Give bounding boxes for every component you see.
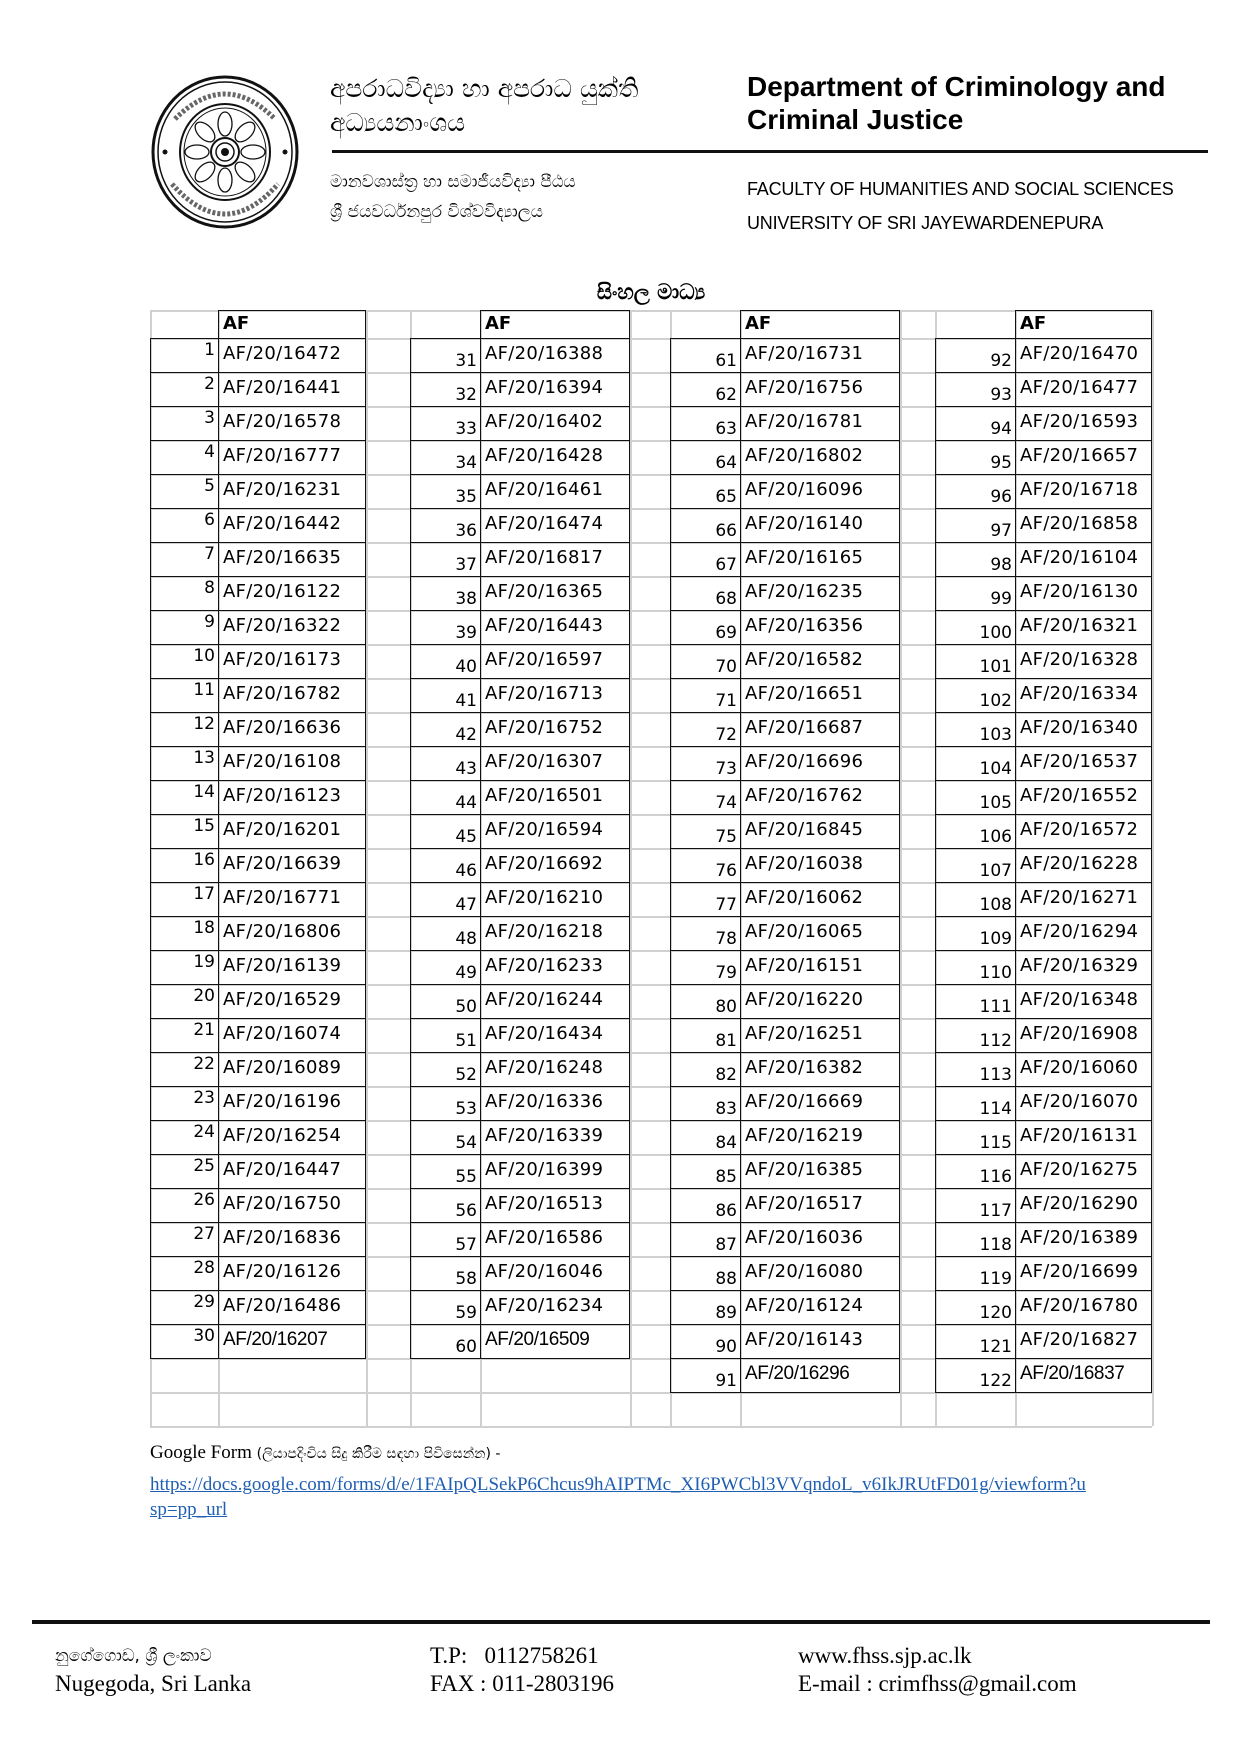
registration-id: AF/20/16572 (1020, 819, 1139, 840)
registration-id: AF/20/16123 (223, 785, 342, 806)
row-number: 26 (193, 1190, 215, 1210)
registration-id: AF/20/16593 (1020, 411, 1139, 432)
row-number: 52 (455, 1065, 477, 1085)
row-number: 40 (455, 657, 477, 677)
row-number: 68 (715, 589, 737, 609)
row-number: 62 (715, 385, 737, 405)
registration-id: AF/20/16143 (745, 1329, 864, 1350)
row-number: 84 (715, 1133, 737, 1153)
row-number: 69 (715, 623, 737, 643)
row-number: 49 (455, 963, 477, 983)
registration-id: AF/20/16636 (223, 717, 342, 738)
registration-id: AF/20/16402 (485, 411, 604, 432)
registration-id: AF/20/16388 (485, 343, 604, 364)
column-header: AF (1020, 313, 1047, 334)
row-number: 7 (204, 544, 215, 564)
row-number: 86 (715, 1201, 737, 1221)
footer-phone: T.P: 0112758261 (430, 1643, 599, 1668)
row-number: 15 (193, 816, 215, 836)
registration-id: AF/20/16104 (1020, 547, 1139, 568)
registration-id: AF/20/16434 (485, 1023, 604, 1044)
registration-id: AF/20/16472 (223, 343, 342, 364)
row-number: 4 (204, 442, 215, 462)
registration-id: AF/20/16399 (485, 1159, 604, 1180)
registration-id: AF/20/16529 (223, 989, 342, 1010)
column-header: AF (223, 313, 250, 334)
row-number: 66 (715, 521, 737, 541)
registration-id: AF/20/16231 (223, 479, 342, 500)
registration-id: AF/20/16307 (485, 751, 604, 772)
column-header: AF (485, 313, 512, 334)
row-number: 101 (979, 657, 1012, 677)
registration-id: AF/20/16089 (223, 1057, 342, 1078)
row-number: 90 (715, 1337, 737, 1357)
registration-id: AF/20/16513 (485, 1193, 604, 1214)
registration-id: AF/20/16070 (1020, 1091, 1139, 1112)
row-number: 95 (990, 453, 1012, 473)
registration-id: AF/20/16780 (1020, 1295, 1139, 1316)
registration-id: AF/20/16750 (223, 1193, 342, 1214)
row-number: 110 (979, 963, 1012, 983)
registration-id: AF/20/16781 (745, 411, 864, 432)
row-number: 34 (455, 453, 477, 473)
footer-fax: FAX : 011-2803196 (430, 1671, 614, 1696)
row-number: 45 (455, 827, 477, 847)
english-title-line-1: Department of Criminology and (747, 71, 1166, 102)
registration-id: AF/20/16582 (745, 649, 864, 670)
row-number: 117 (979, 1201, 1012, 1221)
row-number: 56 (455, 1201, 477, 1221)
registration-id: AF/20/16365 (485, 581, 604, 602)
registration-id: AF/20/16594 (485, 819, 604, 840)
english-faculty-block (747, 172, 1174, 240)
registration-id: AF/20/16699 (1020, 1261, 1139, 1282)
registration-id: AF/20/16271 (1020, 887, 1139, 908)
row-number: 28 (193, 1258, 215, 1278)
row-number: 58 (455, 1269, 477, 1289)
row-number: 98 (990, 555, 1012, 575)
registration-id: AF/20/16130 (1020, 581, 1139, 602)
row-number: 53 (455, 1099, 477, 1119)
registration-id: AF/20/16126 (223, 1261, 342, 1282)
registration-id: AF/20/16096 (745, 479, 864, 500)
row-number: 1 (204, 340, 215, 360)
registration-id: AF/20/16348 (1020, 989, 1139, 1010)
row-number: 74 (715, 793, 737, 813)
sheet-gridline (150, 1426, 1152, 1428)
row-number: 96 (990, 487, 1012, 507)
registration-id: AF/20/16470 (1020, 343, 1139, 364)
registration-id: AF/20/16669 (745, 1091, 864, 1112)
registration-id: AF/20/16428 (485, 445, 604, 466)
registration-id: AF/20/16802 (745, 445, 864, 466)
registration-id: AF/20/16321 (1020, 615, 1139, 636)
row-number: 10 (193, 646, 215, 666)
sinhala-university: ශ්‍රී ජයවර්ධනපුර විශ්වවිද්‍යාලය (330, 202, 543, 222)
row-number: 61 (715, 351, 737, 371)
registration-id: AF/20/16036 (745, 1227, 864, 1248)
registration-id: AF/20/16731 (745, 343, 864, 364)
registration-id: AF/20/16234 (485, 1295, 604, 1316)
registration-id: AF/20/16509 (485, 1329, 590, 1350)
row-number: 25 (193, 1156, 215, 1176)
row-number: 103 (979, 725, 1012, 745)
registration-id: AF/20/16290 (1020, 1193, 1139, 1214)
registration-id: AF/20/16296 (745, 1363, 850, 1384)
registration-id: AF/20/16340 (1020, 717, 1139, 738)
row-number: 113 (979, 1065, 1012, 1085)
row-number: 100 (979, 623, 1012, 643)
registration-id: AF/20/16140 (745, 513, 864, 534)
row-number: 38 (455, 589, 477, 609)
footer-address (55, 1642, 251, 1698)
registration-id: AF/20/16692 (485, 853, 604, 874)
row-number: 116 (979, 1167, 1012, 1187)
registration-id: AF/20/16124 (745, 1295, 864, 1316)
registration-id: AF/20/16235 (745, 581, 864, 602)
registration-id: AF/20/16108 (223, 751, 342, 772)
row-number: 22 (193, 1054, 215, 1074)
registration-id: AF/20/16762 (745, 785, 864, 806)
registration-id: AF/20/16474 (485, 513, 604, 534)
row-number: 33 (455, 419, 477, 439)
registration-id: AF/20/16713 (485, 683, 604, 704)
row-number: 120 (979, 1303, 1012, 1323)
row-number: 67 (715, 555, 737, 575)
row-number: 31 (455, 351, 477, 371)
registration-id: AF/20/16173 (223, 649, 342, 670)
row-number: 19 (193, 952, 215, 972)
row-number: 99 (990, 589, 1012, 609)
sheet-gridline (900, 310, 902, 1426)
registration-id: AF/20/16858 (1020, 513, 1139, 534)
row-number: 105 (979, 793, 1012, 813)
google-form-label-text: Google Form (150, 1442, 252, 1463)
row-number: 27 (193, 1224, 215, 1244)
row-number: 114 (979, 1099, 1012, 1119)
registration-id: AF/20/16233 (485, 955, 604, 976)
registration-id: AF/20/16065 (745, 921, 864, 942)
registration-id: AF/20/16756 (745, 377, 864, 398)
registration-id: AF/20/16782 (223, 683, 342, 704)
row-number: 104 (979, 759, 1012, 779)
row-number: 60 (455, 1337, 477, 1357)
sinhala-faculty-block (330, 167, 576, 227)
row-number: 89 (715, 1303, 737, 1323)
row-number: 97 (990, 521, 1012, 541)
row-number: 107 (979, 861, 1012, 881)
row-number: 14 (193, 782, 215, 802)
footer-website[interactable]: www.fhss.sjp.ac.lk (798, 1643, 972, 1668)
registration-id: AF/20/16771 (223, 887, 342, 908)
registration-id: AF/20/16389 (1020, 1227, 1139, 1248)
english-faculty: FACULTY OF HUMANITIES AND SOCIAL SCIENCES (747, 179, 1174, 199)
google-form-link[interactable]: https://docs.google.com/forms/d/e/1FAIpQLSekP6Chcus9hAIPTMc_XI6PWCbl3VVqndoL_v6IkJRUtFD01g/viewform?usp=pp_url (150, 1474, 1086, 1520)
registration-id: AF/20/16294 (1020, 921, 1139, 942)
registration-id: AF/20/16207 (223, 1329, 328, 1350)
registration-id: AF/20/16329 (1020, 955, 1139, 976)
registration-id: AF/20/16122 (223, 581, 342, 602)
row-number: 20 (193, 986, 215, 1006)
row-number: 43 (455, 759, 477, 779)
row-number: 11 (193, 680, 215, 700)
registration-id: AF/20/16447 (223, 1159, 342, 1180)
sheet-gridline (630, 310, 632, 1426)
registration-id: AF/20/16328 (1020, 649, 1139, 670)
registration-id: AF/20/16219 (745, 1125, 864, 1146)
row-number: 109 (979, 929, 1012, 949)
row-number: 30 (193, 1326, 215, 1346)
header-divider (332, 150, 1208, 153)
row-number: 71 (715, 691, 737, 711)
row-number: 44 (455, 793, 477, 813)
registration-id: AF/20/16251 (745, 1023, 864, 1044)
row-number: 8 (204, 578, 215, 598)
english-university: UNIVERSITY OF SRI JAYEWARDENEPURA (747, 213, 1104, 233)
row-number: 64 (715, 453, 737, 473)
row-number: 108 (979, 895, 1012, 915)
registration-id: AF/20/16837 (1020, 1363, 1125, 1384)
registration-id: AF/20/16201 (223, 819, 342, 840)
footer-address-english: Nugegoda, Sri Lanka (55, 1671, 252, 1696)
registration-id: AF/20/16908 (1020, 1023, 1139, 1044)
registration-id: AF/20/16578 (223, 411, 342, 432)
registration-id: AF/20/16074 (223, 1023, 342, 1044)
registration-id: AF/20/16537 (1020, 751, 1139, 772)
university-logo-seal (150, 74, 300, 230)
registration-id: AF/20/16442 (223, 513, 342, 534)
row-number: 42 (455, 725, 477, 745)
row-number: 79 (715, 963, 737, 983)
row-number: 80 (715, 997, 737, 1017)
row-number: 122 (979, 1371, 1012, 1391)
row-number: 37 (455, 555, 477, 575)
row-number: 59 (455, 1303, 477, 1323)
sinhala-department-title (330, 72, 638, 140)
row-number: 106 (979, 827, 1012, 847)
registration-id: AF/20/16752 (485, 717, 604, 738)
row-number: 32 (455, 385, 477, 405)
row-number: 65 (715, 487, 737, 507)
registration-id: AF/20/16218 (485, 921, 604, 942)
registration-id: AF/20/16220 (745, 989, 864, 1010)
google-form-label-sinhala: (ලියාපදිංචිය සිදු කිරීම සඳහා පිවිසෙන්න) - (256, 1446, 501, 1462)
sinhala-faculty: මානවශාස්ත්‍ර හා සමාජීයවිද්‍යා පීඨය (330, 172, 576, 192)
registration-id: AF/20/16151 (745, 955, 864, 976)
row-number: 91 (715, 1371, 737, 1391)
registration-id: AF/20/16339 (485, 1125, 604, 1146)
registration-id: AF/20/16248 (485, 1057, 604, 1078)
row-number: 46 (455, 861, 477, 881)
registration-id: AF/20/16651 (745, 683, 864, 704)
row-number: 12 (193, 714, 215, 734)
registration-id: AF/20/16080 (745, 1261, 864, 1282)
registration-id: AF/20/16210 (485, 887, 604, 908)
row-number: 81 (715, 1031, 737, 1051)
english-title-line-2: Criminal Justice (747, 104, 964, 135)
medium-title: සිංහල මාධ්‍ය (596, 280, 706, 304)
row-number: 119 (979, 1269, 1012, 1289)
footer-contact-numbers (430, 1642, 614, 1698)
google-form-label (150, 1440, 500, 1467)
row-number: 118 (979, 1235, 1012, 1255)
footer-email[interactable]: E-mail : crimfhss@gmail.com (798, 1671, 1077, 1696)
column-header: AF (745, 313, 772, 334)
row-number: 72 (715, 725, 737, 745)
row-number: 2 (204, 374, 215, 394)
row-number: 41 (455, 691, 477, 711)
registration-id: AF/20/16334 (1020, 683, 1139, 704)
registration-id: AF/20/16806 (223, 921, 342, 942)
sinhala-title-line-1: අපරාධවිද්‍යා හා අපරාධ යුක්ති (330, 74, 639, 103)
row-number: 115 (979, 1133, 1012, 1153)
row-number: 94 (990, 419, 1012, 439)
row-number: 36 (455, 521, 477, 541)
row-number: 57 (455, 1235, 477, 1255)
registration-id: AF/20/16062 (745, 887, 864, 908)
row-number: 24 (193, 1122, 215, 1142)
row-number: 73 (715, 759, 737, 779)
registration-id: AF/20/16461 (485, 479, 604, 500)
sinhala-title-line-2: අධ්‍යයනාංශය (330, 108, 466, 137)
row-number: 16 (193, 850, 215, 870)
sheet-gridline (1152, 310, 1154, 1426)
row-number: 111 (979, 997, 1012, 1017)
row-number: 70 (715, 657, 737, 677)
row-number: 9 (204, 612, 215, 632)
row-number: 83 (715, 1099, 737, 1119)
row-number: 6 (204, 510, 215, 530)
row-number: 48 (455, 929, 477, 949)
registration-id: AF/20/16845 (745, 819, 864, 840)
registration-id: AF/20/16356 (745, 615, 864, 636)
registration-id: AF/20/16385 (745, 1159, 864, 1180)
footer-address-sinhala: නුගේගොඩ, ශ්‍රී ලංකාව (55, 1646, 212, 1666)
registration-id: AF/20/16228 (1020, 853, 1139, 874)
row-number: 63 (715, 419, 737, 439)
registration-id: AF/20/16586 (485, 1227, 604, 1248)
registration-id: AF/20/16696 (745, 751, 864, 772)
registration-id: AF/20/16517 (745, 1193, 864, 1214)
row-number: 50 (455, 997, 477, 1017)
row-number: 93 (990, 385, 1012, 405)
registration-id: AF/20/16486 (223, 1295, 342, 1316)
registration-id: AF/20/16322 (223, 615, 342, 636)
registration-id: AF/20/16443 (485, 615, 604, 636)
row-number: 47 (455, 895, 477, 915)
registration-id: AF/20/16777 (223, 445, 342, 466)
registration-id: AF/20/16244 (485, 989, 604, 1010)
registration-id: AF/20/16254 (223, 1125, 342, 1146)
registration-id: AF/20/16687 (745, 717, 864, 738)
registration-id: AF/20/16038 (745, 853, 864, 874)
row-number: 5 (204, 476, 215, 496)
row-number: 51 (455, 1031, 477, 1051)
row-number: 85 (715, 1167, 737, 1187)
registration-id: AF/20/16639 (223, 853, 342, 874)
registration-id: AF/20/16131 (1020, 1125, 1139, 1146)
row-number: 87 (715, 1235, 737, 1255)
registration-id: AF/20/16718 (1020, 479, 1139, 500)
row-number: 55 (455, 1167, 477, 1187)
row-number: 102 (979, 691, 1012, 711)
row-number: 18 (193, 918, 215, 938)
sheet-gridline (366, 310, 368, 1426)
registration-id: AF/20/16394 (485, 377, 604, 398)
footer-divider (32, 1620, 1210, 1624)
row-number: 23 (193, 1088, 215, 1108)
registration-id: AF/20/16635 (223, 547, 342, 568)
english-department-title (747, 70, 1165, 136)
registration-id: AF/20/16336 (485, 1091, 604, 1112)
registration-id: AF/20/16165 (745, 547, 864, 568)
row-number: 35 (455, 487, 477, 507)
registration-id: AF/20/16196 (223, 1091, 342, 1112)
row-number: 13 (193, 748, 215, 768)
row-number: 54 (455, 1133, 477, 1153)
registration-id: AF/20/16836 (223, 1227, 342, 1248)
registration-id: AF/20/16441 (223, 377, 342, 398)
registration-id: AF/20/16275 (1020, 1159, 1139, 1180)
row-number: 76 (715, 861, 737, 881)
row-number: 82 (715, 1065, 737, 1085)
registration-id: AF/20/16597 (485, 649, 604, 670)
registration-id: AF/20/16477 (1020, 377, 1139, 398)
registration-id: AF/20/16552 (1020, 785, 1139, 806)
row-number: 88 (715, 1269, 737, 1289)
registration-id: AF/20/16139 (223, 955, 342, 976)
row-number: 121 (979, 1337, 1012, 1357)
registration-id: AF/20/16382 (745, 1057, 864, 1078)
registration-number-table (150, 310, 1152, 1422)
row-number: 92 (990, 351, 1012, 371)
row-number: 39 (455, 623, 477, 643)
registration-id: AF/20/16817 (485, 547, 604, 568)
row-number: 75 (715, 827, 737, 847)
row-number: 29 (193, 1292, 215, 1312)
row-number: 112 (979, 1031, 1012, 1051)
footer-web-contact (798, 1642, 1077, 1698)
row-number: 21 (193, 1020, 215, 1040)
row-number: 78 (715, 929, 737, 949)
registration-id: AF/20/16501 (485, 785, 604, 806)
registration-id: AF/20/16827 (1020, 1329, 1139, 1350)
registration-id: AF/20/16046 (485, 1261, 604, 1282)
row-number: 17 (193, 884, 215, 904)
row-number: 3 (204, 408, 215, 428)
registration-id: AF/20/16657 (1020, 445, 1139, 466)
row-number: 77 (715, 895, 737, 915)
registration-id: AF/20/16060 (1020, 1057, 1139, 1078)
